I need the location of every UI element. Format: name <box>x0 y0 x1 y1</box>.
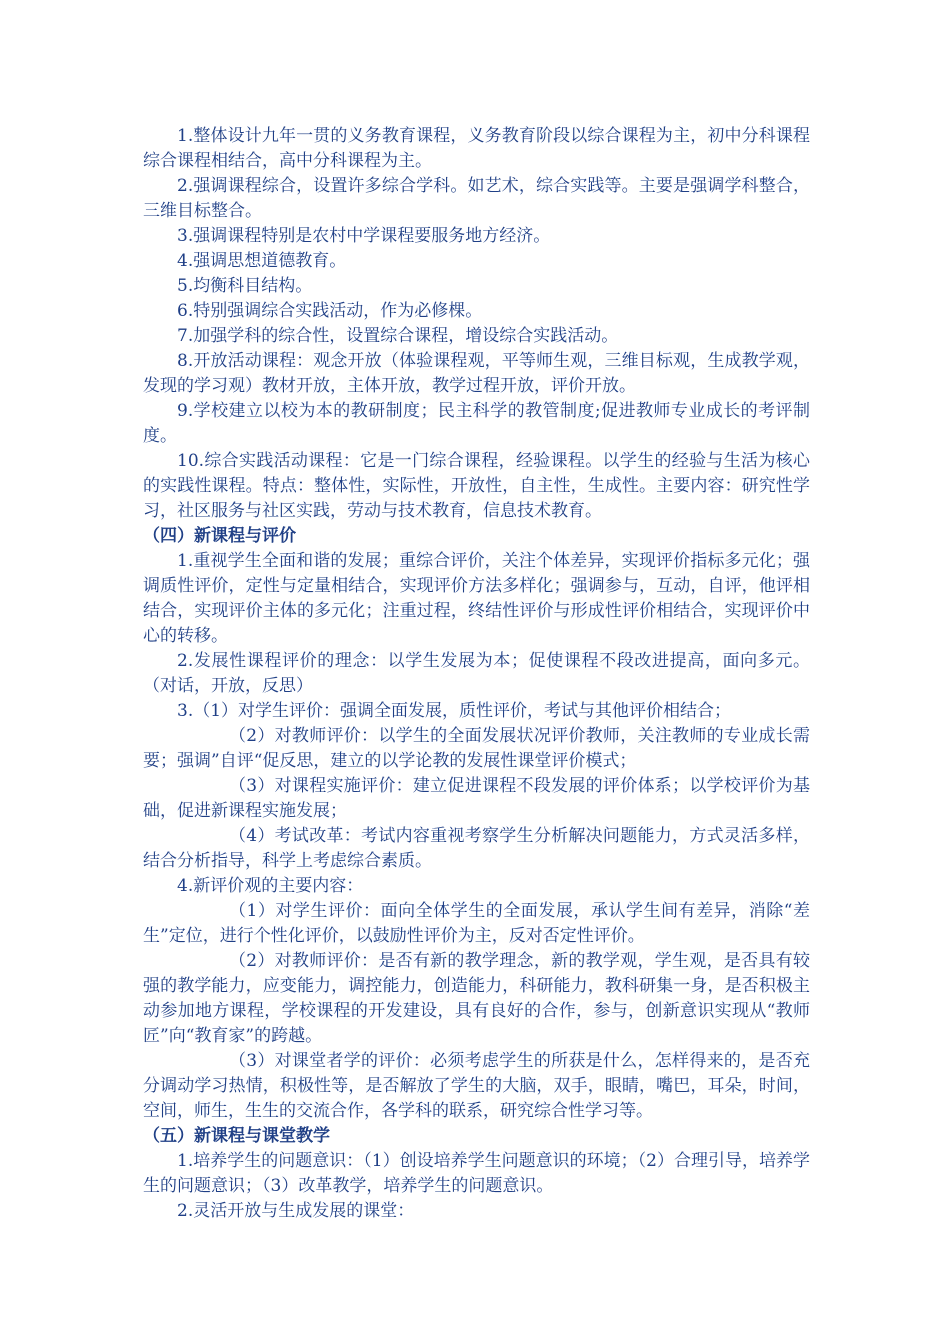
paragraph-10: 10.综合实践活动课程：它是一门综合课程，经验课程。以学生的经验与生活为核心的实践性课程。特点：整体性，实际性，开放性，自主性，生成性。主要内容：研究性学习，社区服务与社区实践，劳动与技术教育，信息技术教育。 <box>143 451 810 521</box>
paragraph-15: （3）对课程实施评价：建立促进课程不段发展的评价体系；以学校评价为基础，促进新课程实施发展； <box>143 776 810 821</box>
paragraph-13: 3.（1）对学生评价：强调全面发展，质性评价，考试与其他评价相结合； <box>177 701 732 721</box>
document-body <box>143 124 810 1224</box>
paragraph-3: 3.强调课程特别是农村中学课程要服务地方经济。 <box>177 226 551 246</box>
paragraph-5: 5.均衡科目结构。 <box>177 276 313 296</box>
paragraph-14: （2）对教师评价：以学生的全面发展状况评价教师，关注教师的专业成长需要；强调”自评“促反思，建立的以学论教的发展性课堂评价模式； <box>143 726 810 771</box>
paragraph-2: 2.强调课程综合，设置许多综合学科。如艺术，综合实践等。主要是强调学科整合，三维目标整合。 <box>143 176 810 221</box>
paragraph-16: （4）考试改革：考试内容重视考察学生分析解决问题能力，方式灵活多样，结合分析指导，科学上考虑综合素质。 <box>143 826 810 871</box>
paragraph-6: 6.特别强调综合实践活动，作为必修棵。 <box>177 301 483 321</box>
paragraph-7: 7.加强学科的综合性，设置综合课程，增设综合实践活动。 <box>177 326 619 346</box>
section-heading-4: （四）新课程与评价 <box>143 526 296 546</box>
paragraph-12: 2.发展性课程评价的理念：以学生发展为本；促使课程不段改进提高，面向多元。（对话，开放，反思） <box>143 651 810 696</box>
paragraph-1: 1.整体设计九年一贯的义务教育课程，义务教育阶段以综合课程为主，初中分科课程综合课程相结合，高中分科课程为主。 <box>143 126 810 171</box>
paragraph-4: 4.强调思想道德教育。 <box>177 251 347 271</box>
paragraph-8: 8.开放活动课程：观念开放（体验课程观，平等师生观，三维目标观，生成教学观，发现的学习观）教材开放，主体开放，教学过程开放，评价开放。 <box>143 351 810 396</box>
paragraph-20: （3）对课堂者学的评价：必须考虑学生的所获是什么，怎样得来的，是否充分调动学习热情，积极性等，是否解放了学生的大脑，双手，眼睛，嘴巴，耳朵，时间，空间，师生，生生的交流合作，各学科的联系，研究综合性学习等。 <box>143 1051 810 1121</box>
paragraph-21: 1.培养学生的问题意识：（1）创设培养学生问题意识的环境；（2）合理引导，培养学生的问题意识；（3）改革教学，培养学生的问题意识。 <box>143 1151 810 1196</box>
paragraph-18: （1）对学生评价：面向全体学生的全面发展，承认学生间有差异，消除“差生”定位，进行个性化评价，以鼓励性评价为主，反对否定性评价。 <box>143 901 810 946</box>
paragraph-17: 4.新评价观的主要内容： <box>177 876 364 896</box>
paragraph-11: 1.重视学生全面和谐的发展；重综合评价，关注个体差异，实现评价指标多元化；强调质性评价，定性与定量相结合，实现评价方法多样化；强调参与，互动，自评，他评相结合，实现评价主体的多元化；注重过程，终结性评价与形成性评价相结合，实现评价中心的转移。 <box>143 551 810 646</box>
paragraph-22: 2.灵活开放与生成发展的课堂： <box>177 1201 415 1221</box>
paragraph-9: 9.学校建立以校为本的教研制度；民主科学的教管制度;促进教师专业成长的考评制度。 <box>143 401 810 446</box>
section-heading-5: （五）新课程与课堂教学 <box>143 1126 330 1146</box>
paragraph-19: （2）对教师评价：是否有新的教学理念，新的教学观，学生观，是否具有较强的教学能力，应变能力，调控能力，创造能力，科研能力，教科研集一身，是否积极主动参加地方课程，学校课程的开发建设，具有良好的合作，参与，创新意识实现从“教师匠”向“教育家”的跨越。 <box>143 951 810 1046</box>
